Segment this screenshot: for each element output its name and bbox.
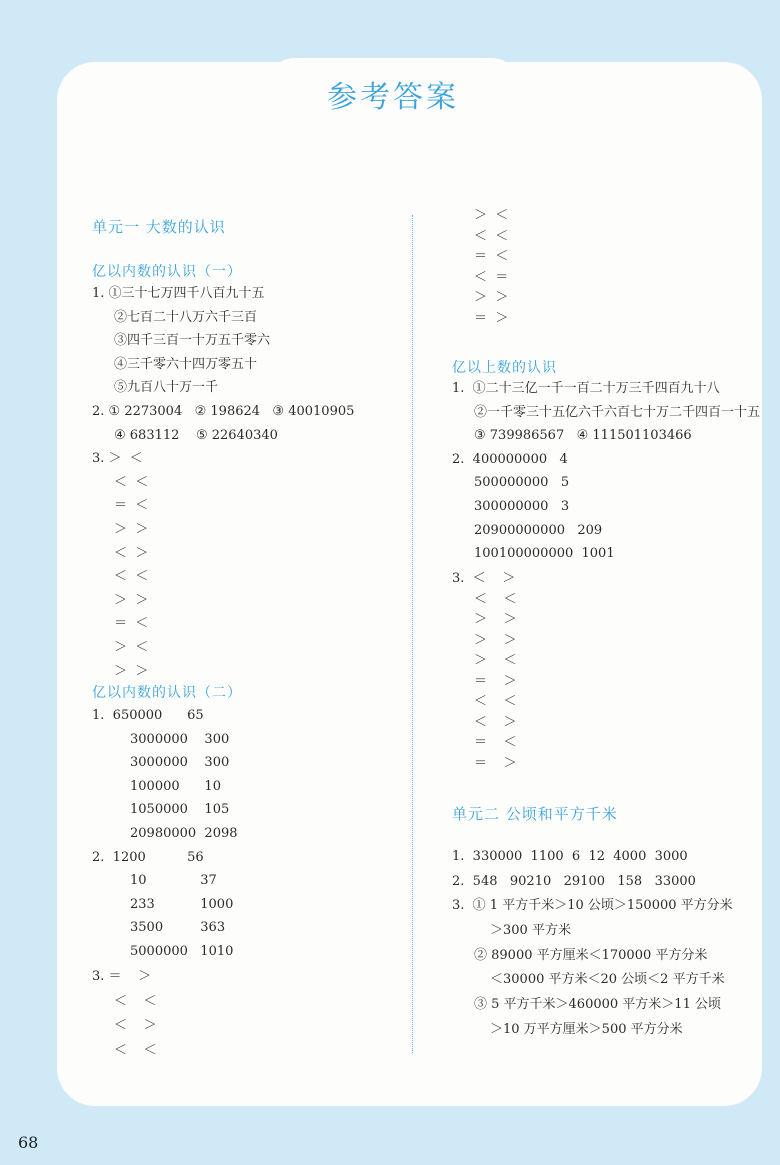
answer-line: ＞ ＜ — [474, 208, 509, 223]
answer-line: ②七百二十八万六千三百 — [114, 309, 258, 325]
section-heading-3: 亿以上数的认识 — [452, 360, 557, 376]
section-heading-1: 亿以内数的认识（一） — [92, 264, 242, 280]
answer-line: 300000000 3 — [474, 498, 570, 514]
answer-line: ＜ ＜ — [474, 228, 509, 244]
answer-line: ＜ ＞ — [114, 545, 149, 561]
answer-line: ＝ ＞ — [474, 673, 517, 689]
page-title: 参考答案 — [327, 80, 459, 115]
answer-line: 1050000 105 — [130, 802, 230, 818]
answers-continued — [452, 206, 508, 329]
answer-line: ＝ ＞ — [474, 755, 517, 771]
answer-line: ＝ ＜ — [114, 616, 149, 632]
answer-line: ＝ ＜ — [474, 249, 509, 264]
answer-line: ＜ ＜ — [114, 474, 149, 490]
answer-line: 100000 10 — [130, 778, 221, 794]
answer-line: 1. ①三十七万四千八百九十五 — [92, 286, 265, 301]
answer-line: ＞ ＞ — [474, 612, 517, 627]
answer-line: ＞ ＜ — [474, 653, 517, 668]
answer-line: 3500 363 — [130, 920, 226, 936]
answer-line: ＜ ＜ — [114, 993, 157, 1009]
answer-line: 3. ＝ ＞ — [92, 969, 152, 984]
answer-line: 3000000 300 — [130, 755, 230, 771]
answer-line: ＝ ＜ — [114, 498, 149, 514]
answer-line: ②一千零三十五亿六千六百七十万二千四百一十五 — [474, 404, 761, 420]
answer-line: 2. 400000000 4 — [452, 451, 568, 467]
answer-line: ＜ ＜ — [474, 694, 517, 709]
answer-line: ＞ ＞ — [114, 663, 149, 679]
answer-line: ④ 683112 ⑤ 22640340 — [114, 427, 278, 443]
answers-unit2 — [452, 845, 733, 1043]
answer-line: ＞ ＞ — [474, 290, 509, 305]
answer-line: ＜ ＞ — [114, 1018, 157, 1034]
answer-line: ＜ ＜ — [114, 569, 149, 585]
answer-line: 1. 650000 65 — [92, 708, 204, 723]
answer-line: 3000000 300 — [130, 731, 230, 747]
answer-line: 10 37 — [130, 873, 217, 889]
answers-sec3-q3 — [452, 569, 517, 774]
answer-line: 100100000000 1001 — [474, 546, 615, 562]
answer-line: ＜ ＞ — [474, 714, 517, 730]
answer-line: ③ 739986567 ④ 111501103466 — [474, 428, 692, 444]
answer-line: ③ 5 平方千米＞460000 平方米＞11 公顷 — [474, 997, 721, 1013]
answers-sec2 — [92, 704, 238, 964]
answer-line: 3. ① 1 平方千米＞10 公顷＞150000 平方分米 — [452, 898, 733, 914]
answer-line: 1. 330000 1100 6 12 4000 3000 — [452, 849, 688, 864]
answer-line: 2. 548 90210 29100 158 33000 — [452, 873, 696, 889]
answer-line: ＞ ＞ — [474, 632, 517, 648]
page-number: 68 — [18, 1133, 39, 1152]
answer-line: ④三千零六十四万零五十 — [114, 356, 258, 372]
answer-line: 500000000 5 — [474, 475, 570, 491]
answer-line: 2. 1200 56 — [92, 849, 204, 865]
answer-line: ③四千三百一十万五千零六 — [114, 333, 271, 349]
answer-line: ＞ ＜ — [114, 639, 149, 655]
answer-line: 20980000 2098 — [130, 825, 238, 841]
answer-line: 20900000000 209 — [474, 522, 603, 538]
answer-line: ＜ ＜ — [474, 591, 517, 607]
answer-line: ＞ ＞ — [114, 592, 149, 608]
answer-line: ＜ ＜ — [114, 1043, 157, 1059]
answers-sec3 — [452, 377, 760, 566]
answers-sec1 — [92, 282, 354, 683]
unit1-heading: 单元一 大数的认识 — [92, 218, 226, 236]
unit2-heading: 单元二 公顷和平方千米 — [452, 805, 618, 823]
answer-line: ＝ ＞ — [474, 310, 509, 326]
answer-line: ＞ ＞ — [114, 521, 149, 537]
answer-line: 3. ＞ ＜ — [92, 451, 143, 467]
answer-line: ＜30000 平方米＜20 公顷＜2 平方千米 — [490, 972, 725, 988]
section-heading-2: 亿以内数的认识（二） — [92, 685, 242, 701]
answer-line: 3. ＜ ＞ — [452, 571, 516, 586]
answer-line: ＜ ＝ — [474, 269, 509, 285]
answer-line: ② 89000 平方厘米＜170000 平方分米 — [474, 947, 708, 963]
answer-line: ＞10 万平方厘米＞500 平方分米 — [490, 1021, 683, 1037]
answer-line: ⑤九百八十万一千 — [114, 380, 219, 396]
answer-line: 2. ① 2273004 ② 198624 ③ 40010905 — [92, 403, 355, 419]
answers-sec2-q3 — [92, 965, 157, 1064]
answer-line: 233 1000 — [130, 896, 234, 912]
answer-line: ＞300 平方米 — [490, 923, 571, 939]
answer-line: ＝ ＜ — [474, 735, 517, 750]
column-divider — [412, 215, 413, 1053]
answer-line: 5000000 1010 — [130, 943, 234, 959]
answer-line: 1. ①二十三亿一千一百二十万三千四百九十八 — [452, 381, 720, 396]
